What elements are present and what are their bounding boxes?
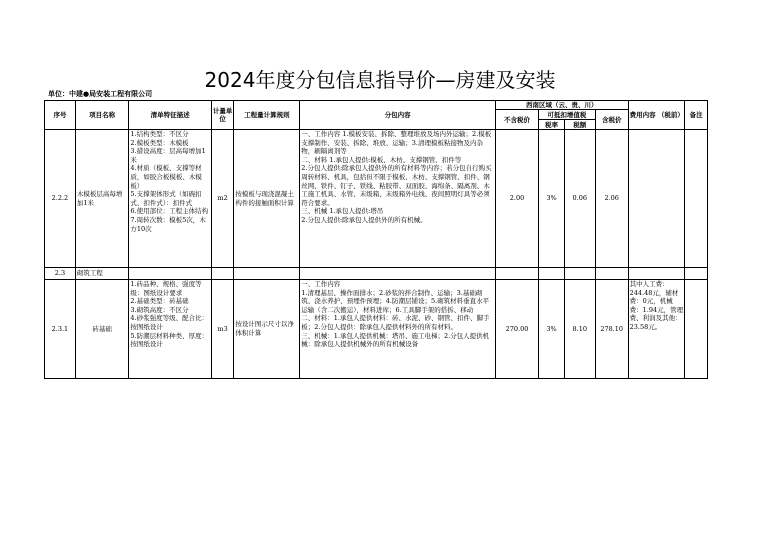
cell-tax-rate: 3% <box>539 280 565 379</box>
cell-tax-rate: 3% <box>539 130 565 268</box>
table-row <box>45 268 708 280</box>
header-remarks: 备注 <box>685 101 708 130</box>
cell-no-tax: 2.00 <box>495 130 538 268</box>
cell-calc-rule: 按模板与现浇混凝土构件的接触面积计算 <box>234 130 300 268</box>
cell-content: 一、工作内容 1.模板安装、拆除、整理堆放及场内外运输；2.模板支撑制作、安装、拆除、堆放、运输；3.清理模板粘接物及内杂物，刷隔离剂等 二、材料 1.承包人提供:模板、木枋、支撑钢管、扣件等 2.分包人提供:除承包人提供外的所有材料等内容；若分包自行购买周转材料、机具，包括但不限于模板、木枋、支撑钢管、扣件、钢丝网、铁件、钉子、铁线、粘胶带、双面胶、海绵条、隔离剂、木工施工机具、水管、末级箱、末级箱外电线、夜间照明灯具等必须符合要求。 三、机械 1.承包人提供:塔吊 2.分包人提供:除承包人提供外的所有机械。 <box>301 130 492 224</box>
table-row <box>45 280 708 379</box>
cell-no-tax: 270.00 <box>495 280 538 379</box>
price-table <box>44 100 708 379</box>
table-row <box>45 130 708 268</box>
cell-tax-amount: 8.10 <box>564 280 595 379</box>
cell-content: 一、工作内容 1.清理基层、操作面排水；2.砂浆的拌合制作、运输；3.基础砌筑、浇水养护、预埋件预埋；4.防潮层铺设；5.砌筑材料垂直水平运输（含二次搬运），材料进库；6.工具脚手架的搭拆、移动 二、材料：1.承包人提供材料：砖、水泥、砂、钢管、扣件、脚手板；2.分包人提供：除承包人提供材料外的所有材料。 三、机械：1.承包人提供机械：塔吊、施工电梯；2.分包人提供机械：除承包人提供机械外的所有机械设备 <box>301 280 490 349</box>
cell-features: 1.结构类型：不区分 2.模板类型：木模板 3.措设高度：层高每增加1米 4.材质（模板、支撑等材质，如胶合板模板、木模板） 5.支撑架体形式（如碗扣式、扣件式）：扣件式 6.使用部位：工程主体结构 7.周转次数：模板5次，木方10次 <box>130 130 209 233</box>
cell-remarks <box>685 130 708 268</box>
header-tax-rate: 税率 <box>539 120 565 130</box>
header-no-tax: 不含税价 <box>495 110 538 130</box>
page-title: 2024年度分包信息指导价—房建及安装 <box>204 68 556 92</box>
cell-seq: 2.3.1 <box>45 280 76 379</box>
cell-seq: 2.3 <box>45 268 76 280</box>
cell-cost-content: 其中人工费：244.48元，辅材费：0元，机械费：1.94元，管理费、利润及其他：23.58元。 <box>629 280 684 331</box>
cell-calc-rule: 按设计图示尺寸以净体积计算 <box>234 280 300 379</box>
header-features: 清单特征描述 <box>129 101 211 130</box>
cell-tax-incl: 2.06 <box>595 130 628 268</box>
cell-item-name: 木模板层高每增加1米 <box>75 130 129 268</box>
cell-item-name: 砖基础 <box>75 280 129 379</box>
unit-label: 单位：中建●局安装工程有限公司 <box>48 90 153 98</box>
header-unit: 计量单位 <box>211 101 234 130</box>
header-calc-rule: 工程量计算规则 <box>234 101 300 130</box>
header-seq: 序号 <box>45 101 76 130</box>
cell-unit: m2 <box>211 130 234 268</box>
header-tax-amount: 税额 <box>564 120 595 130</box>
cell-seq: 2.2.2 <box>45 130 76 268</box>
header-deductible-vat: 可抵扣增值税 <box>539 110 596 120</box>
header-item-name: 项目名称 <box>75 101 129 130</box>
header-tax-incl: 含税价 <box>595 110 628 130</box>
cell-tax-amount: 0.06 <box>564 130 595 268</box>
cell-item-name: 砌筑工程 <box>75 268 129 280</box>
cell-cost-content <box>628 130 685 268</box>
header-region: 西南区域（云、贵、川） <box>495 101 628 110</box>
cell-features: 1.砖品种、规格、强度等级：图纸设计要求 2.基础类型：砖基础 3.砌筑高度：不区分 4.砂浆强度等级、配合比：按图纸设计 5.防潮层材料种类、厚度：按图纸设计 <box>130 280 209 349</box>
cell-unit: m3 <box>211 280 234 379</box>
header-cost-content: 费用内容 （税前） <box>628 101 685 130</box>
cell-tax-incl: 278.10 <box>595 280 628 379</box>
cell-remarks <box>685 280 708 379</box>
header-content: 分包内容 <box>300 101 496 130</box>
